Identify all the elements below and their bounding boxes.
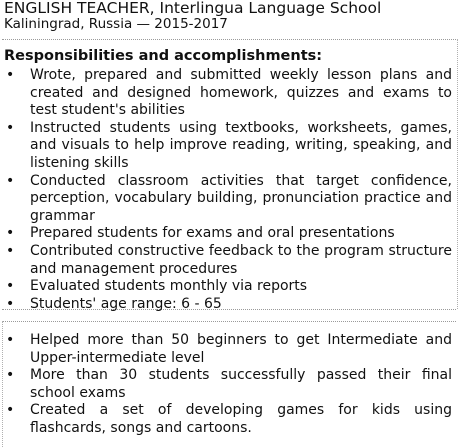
bullet-icon: • bbox=[6, 278, 15, 295]
list-item: • Students' age range: 6 - 65 bbox=[6, 295, 222, 312]
list-item: • Instructed students using textbooks, worksheets, games, and visuals to help improve reading, writing, speaking, and listening skills bbox=[6, 119, 452, 171]
text-frame-right-border bbox=[457, 39, 458, 309]
bullet-icon: • bbox=[6, 242, 15, 259]
bullet-icon: • bbox=[6, 225, 15, 242]
bullet-icon: • bbox=[6, 402, 15, 419]
bullet-icon: • bbox=[6, 367, 15, 384]
list-item: • Evaluated students monthly via reports bbox=[6, 278, 308, 295]
job-title: ENGLISH TEACHER, Interlingua Language School bbox=[4, 0, 382, 17]
list-item: • Wrote, prepared and submitted weekly lesson plans and created and designed homework, quizzes and exams to test student's abilities bbox=[6, 67, 452, 119]
responsibilities-heading: Responsibilities and accomplishments: bbox=[4, 48, 323, 64]
list-item: • Created a set of developing games for kids using flashcards, songs and cartoons. bbox=[6, 402, 452, 436]
list-item: • Conducted classroom activities that target confidence, perception, vocabulary building, pronunciation practice and grammar bbox=[6, 172, 452, 224]
list-item: • More than 30 students successfully passed their final school exams bbox=[6, 367, 452, 401]
list-item: • Contributed constructive feedback to the program structure and management procedures bbox=[6, 242, 452, 277]
bullet-icon: • bbox=[6, 295, 15, 312]
text-frame-top-border bbox=[2, 39, 456, 40]
list-item: • Helped more than 50 beginners to get Intermediate and Upper-intermediate level bbox=[6, 332, 452, 366]
bullet-icon: • bbox=[6, 67, 15, 83]
job-location: Kaliningrad, Russia — 2015-2017 bbox=[4, 16, 228, 32]
bullet-icon: • bbox=[6, 119, 15, 136]
responsibilities-list bbox=[0, 67, 452, 313]
bullet-icon: • bbox=[6, 172, 15, 189]
bullet-icon: • bbox=[6, 332, 15, 348]
list-item: • Prepared students for exams and oral presentations bbox=[6, 225, 395, 242]
accomplishments-list bbox=[0, 332, 452, 438]
second-frame-top-border bbox=[2, 321, 456, 322]
